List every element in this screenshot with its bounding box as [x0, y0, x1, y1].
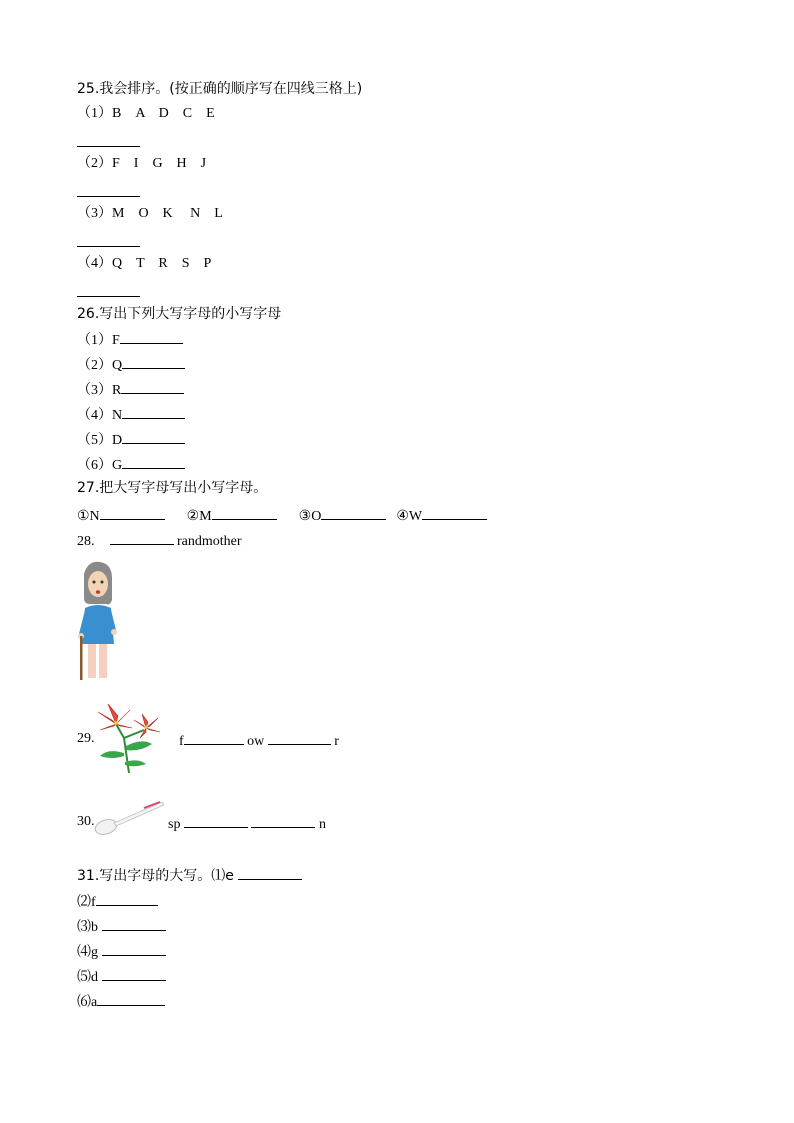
q25-answer-line-1[interactable]: [77, 146, 140, 147]
grandmother-image: [76, 560, 120, 682]
answer-blank[interactable]: [102, 966, 166, 981]
answer-blank[interactable]: [268, 730, 331, 745]
flower-image: [94, 698, 164, 774]
q25-item-2: （2）F I G H J: [77, 156, 207, 171]
answer-blank[interactable]: [110, 530, 174, 545]
answer-blank[interactable]: [122, 404, 185, 419]
q25-answer-line-4[interactable]: [77, 296, 140, 297]
answer-blank[interactable]: [120, 329, 183, 344]
spoon-image: [94, 798, 166, 838]
q31-item-3: ⑶b: [77, 916, 166, 937]
q30-num: 30.: [77, 814, 95, 829]
answer-blank[interactable]: [184, 730, 244, 745]
q26-item-6: （6）G: [77, 454, 185, 475]
q28-line: 28. randmother: [77, 530, 242, 551]
answer-blank[interactable]: [122, 429, 185, 444]
answer-blank[interactable]: [251, 813, 315, 828]
q26-item-2: （2）Q: [77, 354, 185, 375]
q31-item-6: ⑹a: [77, 991, 165, 1012]
answer-blank[interactable]: [102, 916, 166, 931]
q31-title: 31.写出字母的大写。⑴e: [77, 865, 302, 885]
answer-blank[interactable]: [238, 865, 302, 880]
answer-blank[interactable]: [321, 505, 386, 520]
answer-blank[interactable]: [100, 505, 165, 520]
q26-item-1: （1）F: [77, 329, 183, 350]
q27-title: 27.把大写字母写出小写字母。: [77, 480, 268, 496]
q25-title: 25.我会排序。(按正确的顺序写在四线三格上): [77, 81, 363, 97]
q31-item-4: ⑷g: [77, 941, 166, 962]
q27-items: ①N ②M ③O ④W: [77, 505, 487, 526]
q25-item-3: （3）M O K N L: [77, 206, 223, 221]
q26-title: 26.写出下列大写字母的小写字母: [77, 306, 282, 322]
q29-line: f ow r: [179, 730, 339, 751]
answer-blank[interactable]: [212, 505, 277, 520]
q25-answer-line-3[interactable]: [77, 246, 140, 247]
answer-blank[interactable]: [102, 941, 166, 956]
answer-blank[interactable]: [184, 813, 248, 828]
q31-item-5: ⑸d: [77, 966, 166, 987]
q26-item-4: （4）N: [77, 404, 185, 425]
answer-blank[interactable]: [96, 891, 158, 906]
answer-blank[interactable]: [422, 505, 487, 520]
answer-blank[interactable]: [122, 354, 185, 369]
answer-blank[interactable]: [97, 991, 165, 1006]
q25-answer-line-2[interactable]: [77, 196, 140, 197]
q25-item-4: （4）Q T R S P: [77, 256, 212, 271]
answer-blank[interactable]: [122, 454, 185, 469]
q31-item-2: ⑵f: [77, 891, 158, 912]
q30-line: sp n: [168, 813, 326, 834]
q29-num: 29.: [77, 731, 95, 746]
q26-item-3: （3）R: [77, 379, 184, 400]
answer-blank[interactable]: [121, 379, 184, 394]
q26-item-5: （5）D: [77, 429, 185, 450]
q25-item-1: （1）B A D C E: [77, 106, 215, 121]
